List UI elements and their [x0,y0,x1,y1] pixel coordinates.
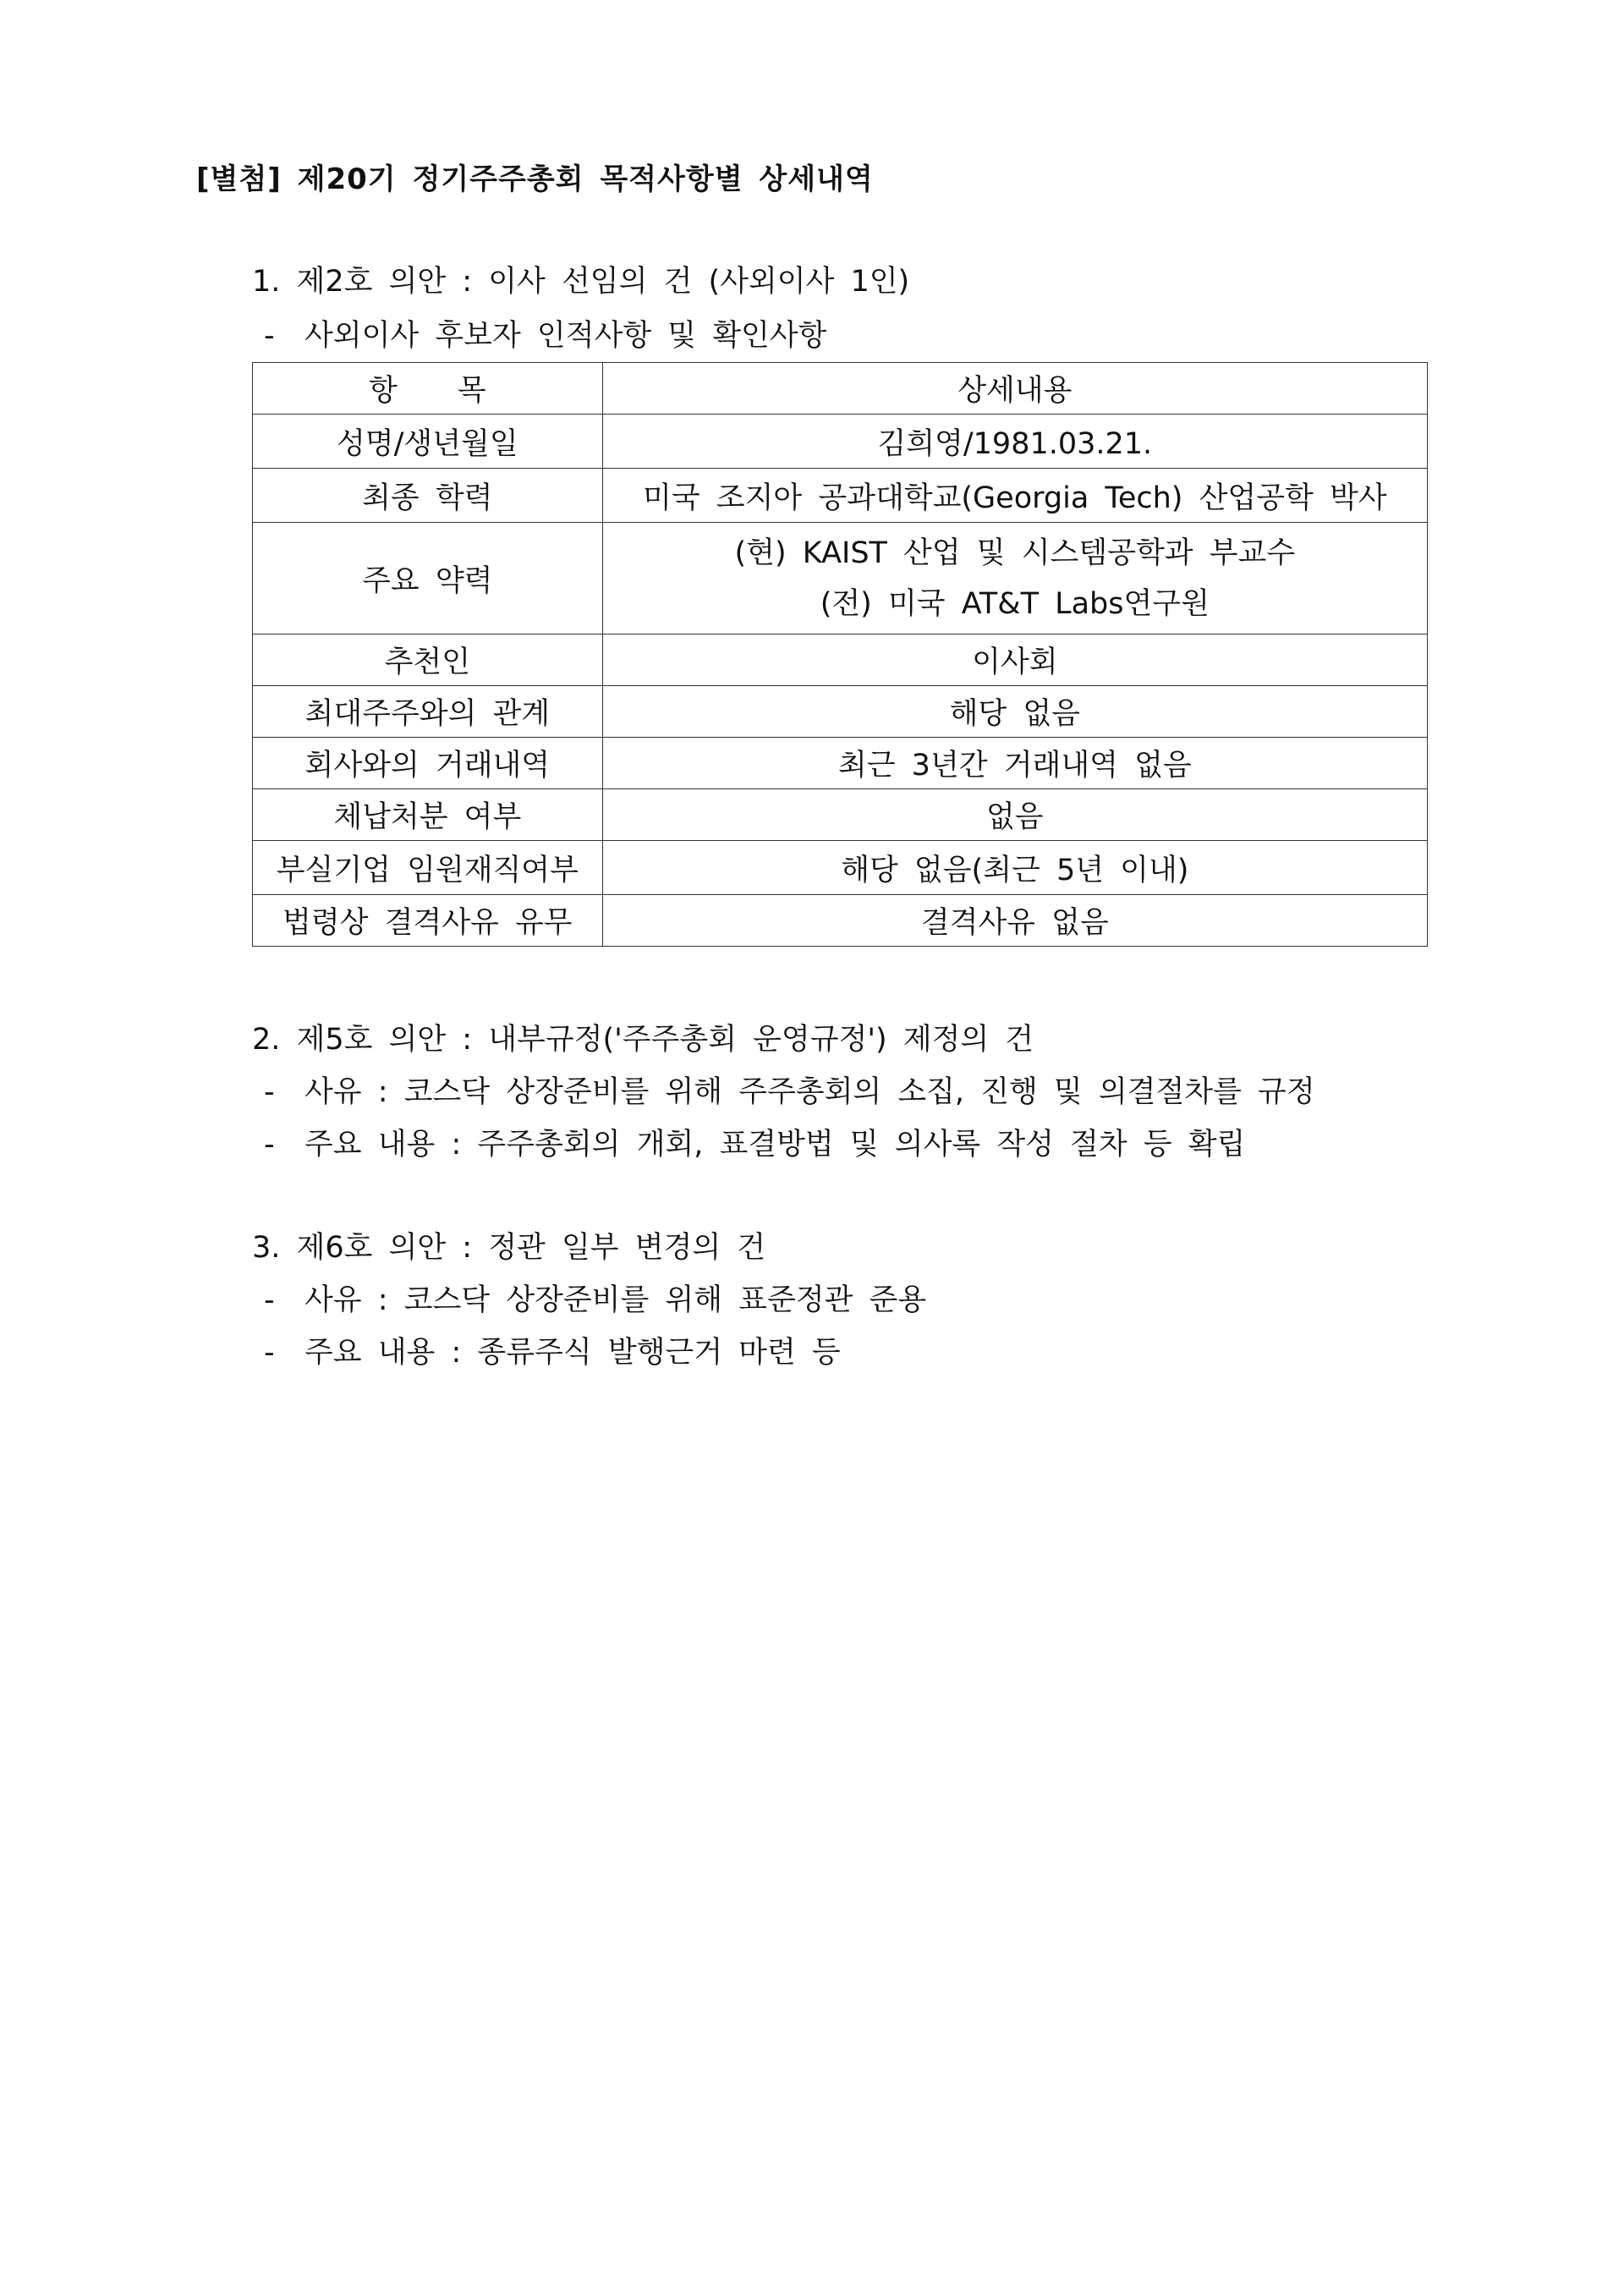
row-label: 주요 약력 [253,523,603,634]
agenda-1-number: 1. [252,265,281,299]
row-label: 최대주주와의 관계 [253,686,603,738]
table-row [253,415,1428,469]
row-label: 회사와의 거래내역 [253,738,603,789]
table-row [253,841,1428,895]
row-value: 해당 없음(최근 5년 이내) [602,841,1427,895]
page-title: [별첨] 제20기 정기주주총회 목적사항별 상세내역 [196,162,874,196]
table-header-item: 항 목 [253,363,603,415]
row-value: 없음 [602,789,1427,841]
agenda-2-reason: 사유 : 코스닥 상장준비를 위해 주주총회의 소집, 진행 및 의결절차를 규정 [304,1075,1315,1109]
dash-bullet: - [264,1075,275,1109]
row-label: 체납처분 여부 [253,789,603,841]
table-row [253,895,1428,947]
agenda-2-bullet [264,1075,1315,1109]
row-label: 법령상 결격사유 유무 [253,895,603,947]
agenda-2-title: 제5호 의안 : 내부규정('주주총회 운영규정') 제정의 건 [296,1023,1034,1057]
dash-bullet: - [264,1336,275,1370]
row-value: 김희영/1981.03.21. [602,415,1427,469]
agenda-3-reason: 사유 : 코스닥 상장준비를 위해 표준정관 준용 [304,1283,927,1317]
table-row [253,738,1428,789]
row-value: 해당 없음 [602,686,1427,738]
table-row [253,469,1428,523]
agenda-2-heading [252,1025,1034,1055]
agenda-2-content: 주요 내용 : 주주총회의 개회, 표결방법 및 의사록 작성 절차 등 확립 [304,1128,1246,1162]
agenda-1-title: 제2호 의안 : 이사 선임의 건 (사외이사 1인) [296,265,910,299]
row-value: 결격사유 없음 [602,895,1427,947]
agenda-2-number: 2. [252,1023,281,1057]
table-row [253,523,1428,634]
row-label: 부실기업 임원재직여부 [253,841,603,895]
agenda-3-content: 주요 내용 : 종류주식 발행근거 마련 등 [304,1336,841,1370]
table-header-row [253,363,1428,415]
dash-bullet: - [264,319,275,353]
agenda-3-number: 3. [252,1231,281,1265]
agenda-1-sub-text: 사외이사 후보자 인적사항 및 확인사항 [304,319,827,353]
agenda-3-bullet [264,1338,841,1368]
career-current: (현) KAIST 산업 및 시스템공학과 부교수 [734,536,1296,570]
candidate-table [252,362,1428,947]
table-header-detail: 상세내용 [602,363,1427,415]
table-row [253,789,1428,841]
row-label: 최종 학력 [253,469,603,523]
row-label: 성명/생년월일 [253,415,603,469]
agenda-2-bullet [264,1130,1245,1160]
agenda-1-heading [252,267,909,297]
table-row [253,686,1428,738]
dash-bullet: - [264,1128,275,1162]
row-value [602,523,1427,634]
row-value: 이사회 [602,634,1427,686]
agenda-1-subheading [264,321,826,351]
career-former: (전) 미국 AT&T Labs연구원 [820,586,1210,621]
row-value: 미국 조지아 공과대학교(Georgia Tech) 산업공학 박사 [602,469,1427,523]
table-row [253,634,1428,686]
dash-bullet: - [264,1283,275,1317]
row-label: 추천인 [253,634,603,686]
row-value: 최근 3년간 거래내역 없음 [602,738,1427,789]
agenda-3-bullet [264,1283,927,1317]
agenda-3-title: 제6호 의안 : 정관 일부 변경의 건 [296,1231,766,1265]
agenda-3-heading [252,1233,765,1263]
